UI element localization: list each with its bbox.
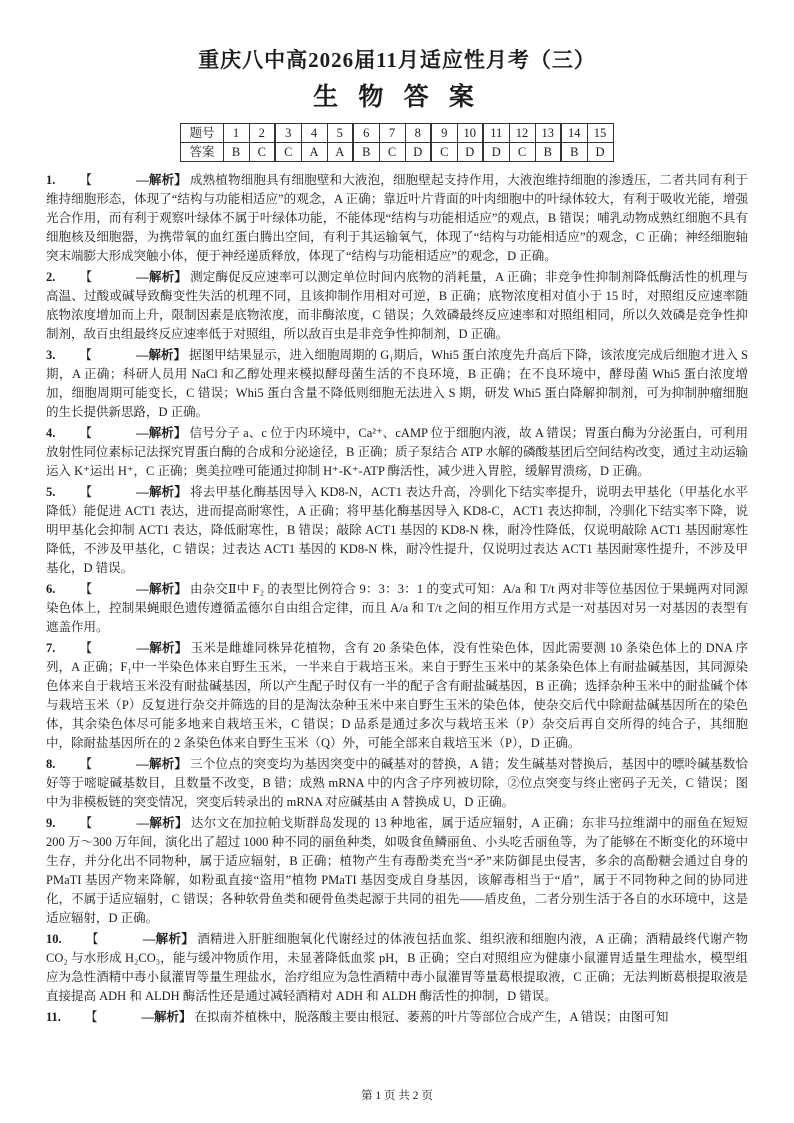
explanation-item [46, 346, 748, 422]
explanation-item [46, 639, 748, 753]
explanation-item [46, 755, 748, 812]
item-number: 2. [46, 270, 56, 284]
item-text: 酒精进入肝脏细胞氧化代谢经过的体液包括血浆、组织液和细胞内液，A 正确；酒精最终代谢产物 CO₂ 与水形成 H₂CO₃，能与缓冲物质作用，未显著降低血浆 pH，B 正确；空白对照组应为健康小鼠灌胃适量生理盐水，模型组应为急性酒精中毒小鼠灌胃等量生理盐水，治疗组应为急性酒精中毒小鼠灌胃等量葛根提取液，C 正确；无法判断葛根提取液是直接提高 ADH 和 ALDH 酶活性还是通过减轻酒精对 ADH 和 ALDH 酶活性的抑制，D 错误。 [46, 932, 748, 1003]
item-text: 达尔文在加拉帕戈斯群岛发现的 13 种地雀，属于适应辐射，A 正确；东非马拉维湖中的丽鱼在短短 200 万～300 万年间，演化出了超过 1000 种不同的丽鱼种类，如吸食鱼鳞丽鱼、小头吃舌丽鱼等，为了能够在不断变化的环境中生存，并分化出不同物种，属于适应辐射，B 正确；植物产生有毒酚类充当“矛”来防御昆虫侵害，多余的高酚糖会通过自身的 PMaTI 基因产物来降解，如粉虱直接“盗用”植物 PMaTI 基因变成自身基因，该解毒相当于“盾”，属于不同物种之间的协同进化，不属于适应辐射，C 错误；各种软骨鱼类和硬骨鱼类起源于共同的祖先——盾皮鱼，二者分别生活于各自的水环境中，这是适应辐射，D 正确。 [46, 816, 748, 925]
jiexi-label: —解析】 [136, 485, 188, 499]
question-number-cell: 10 [457, 124, 483, 143]
item-text: 玉米是雌雄同株异花植物，含有 20 条染色体，没有性染色体，因此需要测 10 条染色体上的 DNA 序列，A 正确；F₁中一半染色体来自野生玉米，一半来自于栽培玉米。来自于野生玉米中的某条染色体上有耐盐碱基因，其同源染色体来自于栽培玉米没有耐盐碱基因，所以产生配子时仅有一半的配子含有耐盐碱基因，B 正确；选择杂种玉米中的耐盐碱个体与栽培玉米（P）反复进行杂交并筛选的目的是淘汰杂种玉米中来自野生玉米的染色体，使杂交后代中除耐盐碱基因所在的染色体，其余染色体尽可能多地来自栽培玉米，C 错误；D 品系是通过多次与栽培玉米（P）杂交后再自交所得的纯合子，其细胞中，除耐盐基因所在的 2 条染色体来自野生玉米（Q）外，可能全部来自栽培玉米（P），D 正确。 [46, 641, 748, 750]
answer-table [180, 123, 613, 162]
answer-cell: C [379, 143, 405, 162]
jiexi-label: —解析】 [136, 173, 187, 187]
document-subtitle: 生 物 答 案 [313, 84, 481, 111]
jiexi-label: —解析】 [136, 641, 188, 655]
answer-cell: A [327, 143, 353, 162]
item-text: 由杂交Ⅱ中 F₂ 的表型比例符合 9：3：3：1 的变式可知：A/a 和 T/t 两对非等位基因位于果蝇两对同源染色体上，控制果蝇眼色遗传遵循孟德尔自由组合定律，而且 A/a 和 T/t 之间的相互作用方式是一对基因对另一对基因的表型有遮盖作用。 [46, 582, 748, 634]
explanation-item [46, 171, 748, 266]
question-number-cell: 13 [535, 124, 561, 143]
answer-row [181, 143, 613, 162]
explanation-item [46, 1008, 748, 1027]
answer-cell: B [561, 143, 587, 162]
question-number-cell: 11 [483, 124, 509, 143]
item-number: 3. [46, 348, 56, 362]
item-number: 5. [46, 485, 56, 499]
question-number-cell: 12 [509, 124, 535, 143]
answer-cell: A [301, 143, 327, 162]
explanation-item [46, 268, 748, 344]
question-number-cell: 8 [405, 124, 431, 143]
answer-bracket-open: 【 [79, 426, 93, 440]
item-number: 1. [46, 173, 56, 187]
answer-cell: D [457, 143, 483, 162]
answer-cell: D [405, 143, 431, 162]
answer-bracket-open: 【 [79, 270, 93, 284]
question-number-cell: 9 [431, 124, 457, 143]
jiexi-label: —解析】 [136, 816, 188, 830]
jiexi-label: —解析】 [142, 932, 195, 946]
document-title: 重庆八中高2026届11月适应性月考（三） [198, 48, 596, 72]
item-number: 8. [46, 757, 56, 771]
jiexi-label: —解析】 [135, 348, 187, 362]
item-text: 据图甲结果显示，进入细胞周期的 G₁期后，Whi5 蛋白浓度先升高后下降，该浓度完成后细胞才进入 S 期，A 正确；科研人员用 NaCl 和乙醇处理来模拟酵母菌生活的不良环境，B 正确；在不良环境中，酵母菌 Whi5 蛋白浓度增加，细胞周期可能变长，C 错误；Whi5 蛋白含量不降低则细胞无法进入 S 期，研发 Whi5 蛋白降解抑制剂，可为抑制肿瘤细胞的生长提供新思路，D 正确。 [46, 348, 748, 419]
explanation-item [46, 424, 748, 481]
question-number-cell: 5 [327, 124, 353, 143]
item-number: 4. [46, 426, 56, 440]
item-text: 将去甲基化酶基因导入 KD8-N，ACT1 表达升高，冷驯化下结实率提升，说明去甲基化（甲基化水平降低）能促进 ACT1 表达，进而提高耐寒性，A 正确；将甲基化酶基因导入 KD8-C，ACT1 表达抑制，冷驯化下结实率下降，说明甲基化会抑制 ACT1 表达，降低耐寒性，B 错误；敲除 ACT1 基因的 KD8-N 株，耐冷性降低，仅说明敲除 ACT1 基因耐寒性降低，不涉及甲基化，C 错误；过表达 ACT1 基因的 KD8-N 株，耐冷性提升，仅说明过表达 ACT1 基因耐寒性提升，不涉及甲基化，D 错误。 [46, 485, 748, 575]
item-number: 7. [46, 641, 56, 655]
item-number: 9. [46, 816, 56, 830]
explanation-item [46, 483, 748, 578]
row-header: 答案 [181, 143, 223, 162]
explanation-list [46, 171, 748, 1027]
answer-bracket-open: 【 [79, 816, 93, 830]
explanation-item [46, 580, 748, 637]
answer-cell: D [587, 143, 613, 162]
item-number: 10. [46, 932, 62, 946]
jiexi-label: —解析】 [136, 757, 188, 771]
answer-cell: C [509, 143, 535, 162]
question-number-row [181, 124, 613, 143]
explanation-item [46, 814, 748, 928]
item-text: 三个位点的突变均为基因突变中的碱基对的替换，A 错；发生碱基对替换后，基因中的嘌呤碱基数恰好等于嘧啶碱基数目，且数量不改变，B 错；成熟 mRNA 中的内含子序列被切除，②位点突变与终止密码子无关，C 错误；图中为非模板链的突变情况，突变后转录出的 mRNA 对应碱基由 A 替换成 U，D 正确。 [46, 757, 748, 809]
item-text: 在拟南芥植株中，脱落酸主要由根冠、萎蔫的叶片等部位合成产生，A 错误；由图可知 [194, 1010, 669, 1024]
item-number: 11. [46, 1010, 61, 1024]
answer-bracket-open: 【 [79, 485, 93, 499]
question-number-cell: 14 [561, 124, 587, 143]
answer-cell: C [249, 143, 275, 162]
item-text: 成熟植物细胞具有细胞壁和大液泡，细胞壁起支持作用，大液泡维持细胞的渗透压，二者共同有利于维持细胞形态，体现了“结构与功能相适应”的观念，A 正确；靠近叶片背面的叶肉细胞中的叶绿体较大，有利于吸收光能，增强光合作用，而有利于观察叶绿体不属于叶绿体功能，不能体现“结构与功能相适应”的观点，B 错误；哺乳动物成熟红细胞不具有细胞核及细胞器，为携带氧的血红蛋白腾出空间，有利于其运输氧气，体现了“结构与功能相适应”的观念，C 正确；神经细胞轴突末端膨大形成突触小体，便于神经递质释放，体现了“结构与功能相适应”的观念，D 正确。 [46, 173, 748, 263]
answer-bracket-open: 【 [79, 582, 93, 596]
question-number-cell: 1 [223, 124, 249, 143]
answer-cell: C [275, 143, 301, 162]
item-number: 6. [46, 582, 56, 596]
question-number-cell: 7 [379, 124, 405, 143]
answer-cell: C [431, 143, 457, 162]
page-number: 第 1 页 共 2 页 [361, 1090, 433, 1102]
answer-bracket-open: 【 [79, 641, 93, 655]
explanation-item [46, 930, 748, 1006]
item-text: 信号分子 a、c 位于内环境中，Ca²⁺、cAMP 位于细胞内液，故 A 错误；胃蛋白酶为分泌蛋白，可利用放射性同位素标记法探究胃蛋白酶的合成和分泌途径，B 正确；质子泵结合 ATP 水解的磷酸基团后空间结构改变，通过主动运输运入 K⁺运出 H⁺，C 正确；奥美拉唑可能通过抑制 H⁺-K⁺-ATP 酶活性，减少进入胃腔，缓解胃溃疡，D 正确。 [46, 426, 748, 478]
answer-bracket-open: 【 [84, 1010, 98, 1024]
jiexi-label: —解析】 [136, 582, 188, 596]
jiexi-label: —解析】 [141, 1010, 192, 1024]
question-number-cell: 4 [301, 124, 327, 143]
question-number-cell: 3 [275, 124, 301, 143]
answer-bracket-open: 【 [85, 932, 99, 946]
jiexi-label: —解析】 [136, 426, 187, 440]
question-number-cell: 15 [587, 124, 613, 143]
question-number-cell: 2 [249, 124, 275, 143]
answer-bracket-open: 【 [79, 173, 93, 187]
item-text: 测定酶促反应速率可以测定单位时间内底物的消耗量，A 正确；非竞争性抑制剂降低酶活性的机理与高温、过酸或碱导致酶变性失活的机理不同，且该抑制作用相对可逆，B 正确；底物浓度相对值小于 15 时，对照组反应速率随底物浓度增加而上升，限制因素是底物浓度，而非酶浓度，C 错误；久效磷最终反应速率和对照组相同，所以久效磷是竞争性抑制剂，敌百虫组最终反应速率低于对照组，所以敌百虫是非竞争性抑制剂，D 正确。 [46, 270, 748, 341]
jiexi-label: —解析】 [136, 270, 188, 284]
row-header: 题号 [181, 124, 223, 143]
answer-cell: B [353, 143, 379, 162]
answer-cell: B [223, 143, 249, 162]
answer-bracket-open: 【 [79, 757, 93, 771]
question-number-cell: 6 [353, 124, 379, 143]
answer-cell: D [483, 143, 509, 162]
answer-cell: B [535, 143, 561, 162]
answer-bracket-open: 【 [79, 348, 92, 362]
